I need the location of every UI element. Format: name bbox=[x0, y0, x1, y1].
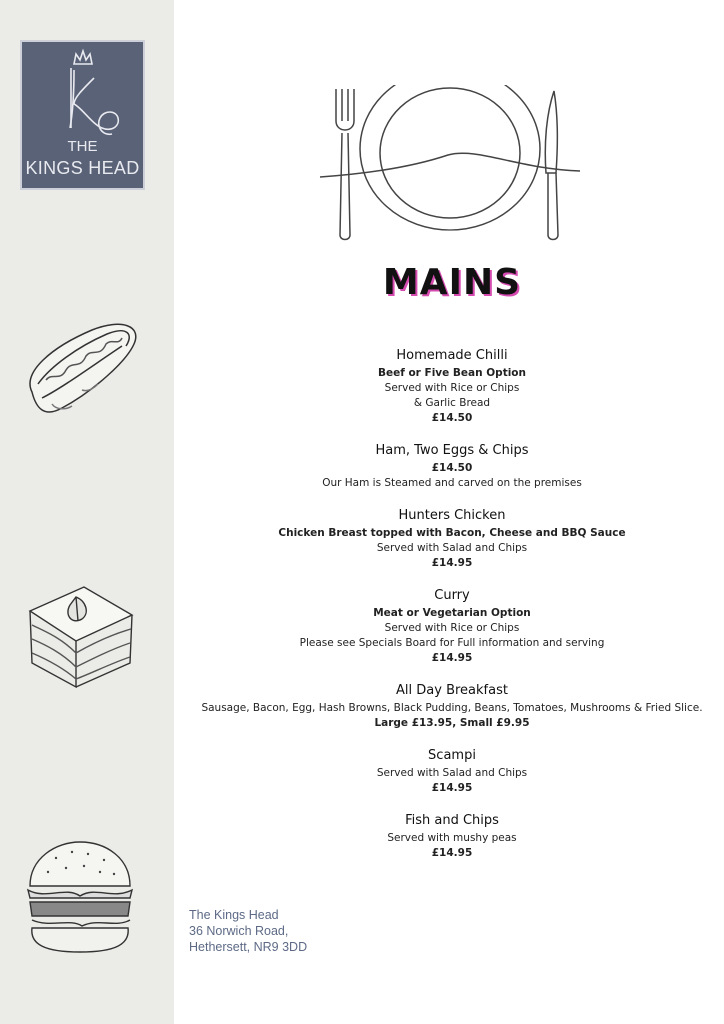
menu-item-description: Sausage, Bacon, Egg, Hash Browns, Black Pudding, Beans, Tomatoes, Mushrooms & Fried Slice. bbox=[201, 702, 703, 714]
menu-item-highlight: £14.95 bbox=[431, 847, 473, 859]
menu-item-name: Fish and Chips bbox=[405, 813, 499, 828]
menu-item-name: Hunters Chicken bbox=[398, 508, 506, 523]
menu-item-highlight: £14.95 bbox=[431, 557, 473, 569]
menu-item bbox=[180, 441, 724, 491]
menu-item-description: Served with Rice or Chips bbox=[384, 382, 520, 394]
address-line-2: 36 Norwich Road, bbox=[189, 924, 289, 938]
page-title: MAINS bbox=[382, 262, 522, 303]
menu-item-name: Homemade Chilli bbox=[396, 348, 508, 363]
menu-item-highlight: £14.50 bbox=[431, 462, 473, 474]
menu-item-highlight: £14.95 bbox=[431, 782, 473, 794]
menu-item-name: Scampi bbox=[428, 748, 476, 763]
menu-item-highlight: Beef or Five Bean Option bbox=[378, 367, 526, 379]
menu-item-description: Served with Salad and Chips bbox=[376, 767, 528, 779]
menu-item bbox=[180, 346, 724, 426]
menu-item-highlight: Large £13.95, Small £9.95 bbox=[374, 717, 530, 729]
hotdog-icon bbox=[22, 312, 142, 422]
menu-item bbox=[180, 681, 724, 731]
menu-item-description: Our Ham is Steamed and carved on the premises bbox=[322, 477, 582, 489]
logo-the-text: THE bbox=[67, 138, 98, 155]
sidebar bbox=[0, 0, 174, 1024]
menu-item-highlight: Chicken Breast topped with Bacon, Cheese and BBQ Sauce bbox=[278, 527, 626, 539]
menu-item bbox=[180, 811, 724, 861]
menu-item bbox=[180, 746, 724, 796]
menu-item-highlight: £14.50 bbox=[431, 412, 473, 424]
menu-item-highlight: Meat or Vegetarian Option bbox=[373, 607, 531, 619]
kings-head-logo bbox=[20, 40, 145, 190]
menu-item bbox=[180, 506, 724, 571]
address-line-1: The Kings Head bbox=[189, 908, 279, 922]
menu-item-name: Ham, Two Eggs & Chips bbox=[375, 443, 529, 458]
menu-item-description: Served with mushy peas bbox=[387, 832, 517, 844]
address-line-3: Hethersett, NR9 3DD bbox=[189, 940, 308, 954]
menu-item-description: Served with Rice or Chips bbox=[384, 622, 520, 634]
menu-item-name: Curry bbox=[434, 588, 470, 603]
menu-item-description: Please see Specials Board for Full information and serving bbox=[299, 637, 605, 649]
burger-icon bbox=[26, 840, 134, 955]
lasagne-icon bbox=[24, 575, 136, 690]
menu-item bbox=[180, 586, 724, 666]
menu-item-description: & Garlic Bread bbox=[413, 397, 491, 409]
plate-cutlery-icon bbox=[318, 85, 586, 245]
menu-list bbox=[180, 346, 724, 876]
menu-item-name: All Day Breakfast bbox=[396, 683, 508, 698]
address-block bbox=[189, 907, 307, 955]
menu-item-highlight: £14.95 bbox=[431, 652, 473, 664]
logo-name-text: KINGS HEAD bbox=[25, 158, 140, 178]
menu-item-description: Served with Salad and Chips bbox=[376, 542, 528, 554]
